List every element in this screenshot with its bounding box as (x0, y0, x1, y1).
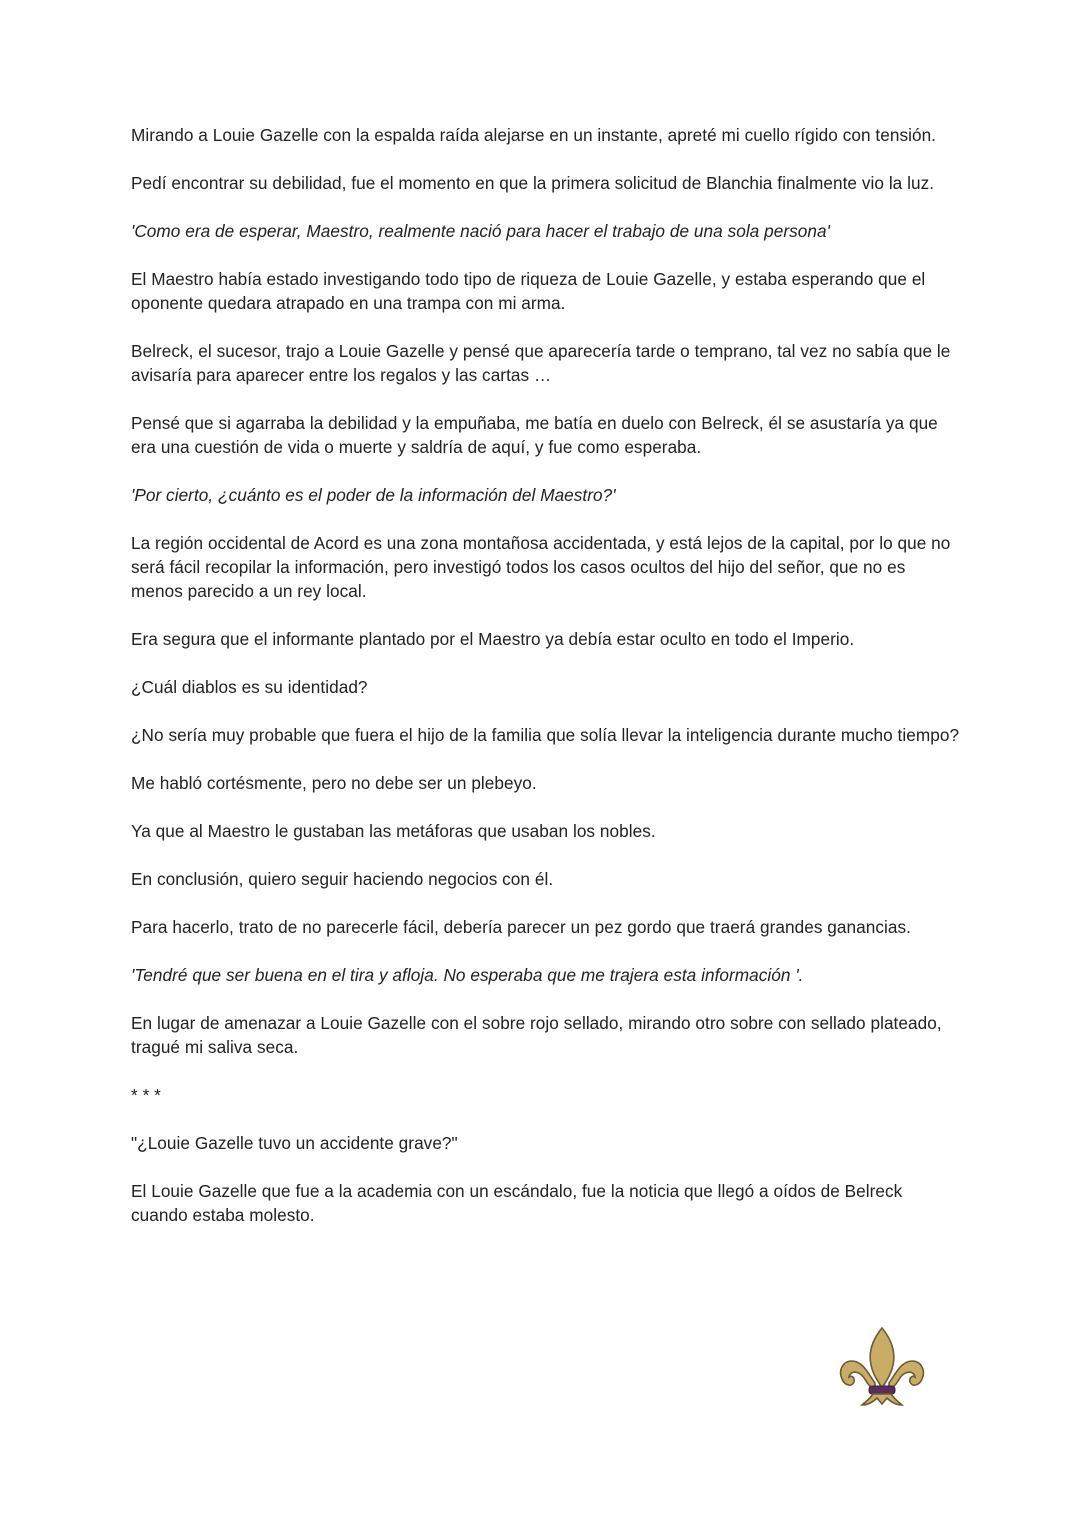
paragraph: ¿Cuál diablos es su identidad? (131, 677, 368, 697)
document-body (131, 123, 961, 1251)
paragraph-dialogue: "¿Louie Gazelle tuvo un accidente grave?" (131, 1133, 458, 1153)
paragraph: El Maestro había estado investigando todo tipo de riqueza de Louie Gazelle, y estaba esperando que el oponente quedara atrapado en una trampa con mi arma. (131, 269, 926, 313)
paragraph: Pensé que si agarraba la debilidad y la empuñaba, me batía en duelo con Belreck, él se asustaría ya que era una cuestión de vida o muerte y saldría de aquí, y fue como esperaba. (131, 413, 938, 457)
paragraph: Era segura que el informante plantado por el Maestro ya debía estar oculto en todo el Imperio. (131, 629, 855, 649)
iris-fansub-logo (835, 1325, 935, 1435)
paragraph: Para hacerlo, trato de no parecerle fácil, debería parecer un pez gordo que traerá grandes ganancias. (131, 917, 911, 937)
paragraph: Me habló cortésmente, pero no debe ser un plebeyo. (131, 773, 537, 793)
paragraph: Ya que al Maestro le gustaban las metáforas que usaban los nobles. (131, 821, 656, 841)
paragraph: En conclusión, quiero seguir haciendo negocios con él. (131, 869, 554, 889)
paragraph-italic: 'Como era de esperar, Maestro, realmente nació para hacer el trabajo de una sola persona' (131, 221, 830, 241)
scene-break: * * * (131, 1085, 161, 1105)
paragraph-italic: 'Por cierto, ¿cuánto es el poder de la información del Maestro?' (131, 485, 616, 505)
paragraph: ¿No sería muy probable que fuera el hijo de la familia que solía llevar la inteligencia durante mucho tiempo? (131, 725, 960, 745)
paragraph: Belreck, el sucesor, trajo a Louie Gazelle y pensé que aparecería tarde o temprano, tal vez no sabía que le avisaría para aparecer entre los regalos y las cartas … (131, 341, 951, 385)
fleur-de-lis-icon (835, 1325, 935, 1435)
paragraph: Mirando a Louie Gazelle con la espalda raída alejarse en un instante, apreté mi cuello rígido con tensión. (131, 125, 937, 145)
paragraph: El Louie Gazelle que fue a la academia con un escándalo, fue la noticia que llegó a oídos de Belreck cuando estaba molesto. (131, 1181, 903, 1225)
paragraph: Pedí encontrar su debilidad, fue el momento en que la primera solicitud de Blanchia finalmente vio la luz. (131, 173, 935, 193)
paragraph: En lugar de amenazar a Louie Gazelle con el sobre rojo sellado, mirando otro sobre con sellado plateado, tragué mi saliva seca. (131, 1013, 942, 1057)
paragraph-italic: 'Tendré que ser buena en el tira y afloja. No esperaba que me trajera esta información '. (131, 965, 804, 985)
paragraph: La región occidental de Acord es una zona montañosa accidentada, y está lejos de la capital, por lo que no será fácil recopilar la información, pero investigó todos los casos ocultos del hijo del señor, que no es menos parecido a un rey local. (131, 533, 951, 601)
